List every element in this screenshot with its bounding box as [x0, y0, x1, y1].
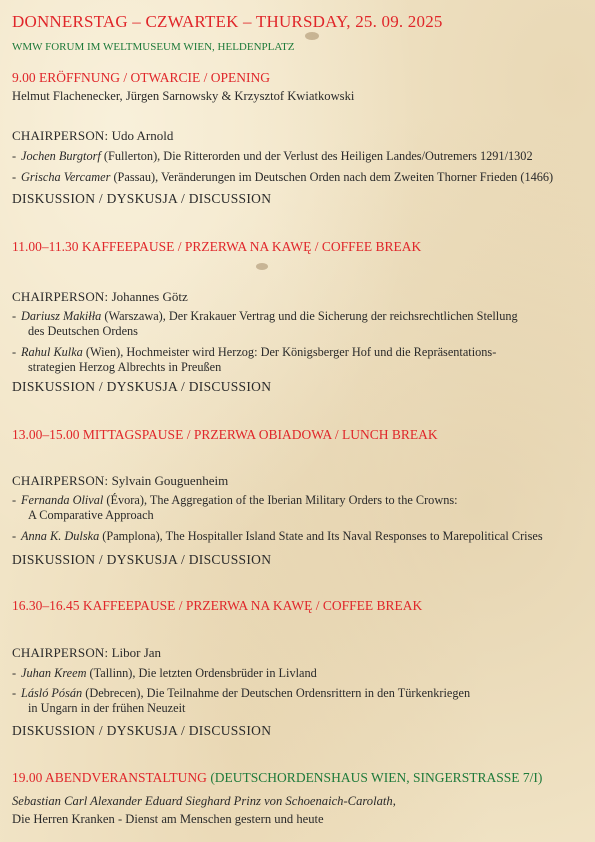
page-title: DONNERSTAG – CZWARTEK – THURSDAY, 25. 09. 2025: [12, 12, 443, 31]
speaker-name: Fernanda Olival: [21, 493, 104, 507]
chair-name: Libor Jan: [108, 645, 162, 660]
session2-discussion: DISKUSSION / DYSKUSJA / DISCUSSION: [12, 379, 272, 394]
talk-title-continued: in Ungarn in der frühen Neuzeit: [28, 701, 186, 715]
speaker-name: Grischa Vercamer: [21, 170, 111, 184]
session4-talk-2: - Lásló Pósán (Debrecen), Die Teilnahme der Deutschen Ordensrittern in den Türkenkriegen in Ungarn in der frühen Neuzeit: [12, 686, 590, 716]
opening-speakers: Helmut Flachenecker, Jürgen Sarnowsky & Krzysztof Kwiatkowski: [12, 89, 355, 103]
evening-location: (DEUTSCHORDENSHAUS WIEN, SINGERSTRASSE 7/I): [206, 770, 543, 785]
chair-label: CHAIRPERSON:: [12, 645, 109, 660]
speaker-name: Rahul Kulka: [21, 345, 83, 359]
session4-talk-1: - Juhan Kreem (Tallinn), Die letzten Ordensbrüder in Livland: [12, 666, 317, 680]
opening-heading: 9.00 ERÖFFNUNG / OTWARCIE / OPENING: [12, 70, 271, 85]
chair-label: CHAIRPERSON:: [12, 128, 109, 143]
talk-title: (Debrecen), Die Teilnahme der Deutschen Ordensrittern in den Türkenkriegen: [82, 686, 471, 700]
speaker-name: Dariusz Makiłła: [21, 309, 102, 323]
talk-title-continued: strategien Herzog Albrechts in Preußen: [28, 360, 222, 374]
session3-discussion: DISKUSSION / DYSKUSJA / DISCUSSION: [12, 552, 272, 567]
session2-talk-1: - Dariusz Makiłła (Warszawa), Der Krakauer Vertrag und die Sicherung der reichsrechtlichen Stellung des Deutschen Ordens: [12, 309, 590, 339]
chair-name: Johannes Götz: [108, 289, 188, 304]
talk-title: (Warszawa), Der Krakauer Vertrag und die Sicherung der reichsrechtlichen Stellung: [101, 309, 518, 323]
session4-discussion: DISKUSSION / DYSKUSJA / DISCUSSION: [12, 723, 272, 738]
talk-title: (Tallinn), Die letzten Ordensbrüder in Livland: [86, 666, 317, 680]
venue-line: WMW FORUM IM WELTMUSEUM WIEN, HELDENPLATZ: [12, 41, 295, 53]
chair-label: CHAIRPERSON:: [12, 473, 109, 488]
speaker-name: Jochen Burgtorf: [21, 149, 101, 163]
session2-chairperson: [12, 289, 188, 305]
speaker-name: Lásló Pósán: [21, 686, 83, 700]
session1-chairperson: [12, 128, 173, 144]
evening-talk: Die Herren Kranken - Dienst am Menschen gestern und heute: [12, 812, 324, 826]
evening-time-title: 19.00 ABENDVERANSTALTUNG: [12, 770, 207, 785]
session1-talk-1: - Jochen Burgtorf (Fullerton), Die Ritterorden und der Verlust des Heiligen Landes/Outremers 1291/1302: [12, 149, 533, 163]
talk-title-continued: A Comparative Approach: [28, 508, 154, 522]
speaker-name: Anna K. Dulska: [21, 529, 100, 543]
talk-title: (Passau), Veränderungen im Deutschen Orden nach dem Zweiten Thorner Frieden (1466): [110, 170, 554, 184]
talk-title: (Wien), Hochmeister wird Herzog: Der Königsberger Hof und die Repräsentations-: [82, 345, 497, 359]
session1-discussion: DISKUSSION / DYSKUSJA / DISCUSSION: [12, 191, 272, 206]
paper-stain: [256, 263, 268, 270]
talk-title: (Pamplona), The Hospitaller Island State and Its Naval Responses to Marepolitical Crises: [99, 529, 543, 543]
evening-heading: [12, 770, 542, 786]
talk-title: (Évora), The Aggregation of the Iberian Military Orders to the Crowns:: [103, 493, 458, 507]
evening-speaker: Sebastian Carl Alexander Eduard Sieghard Prinz von Schoenaich-Carolath,: [12, 794, 396, 808]
session1-talk-2: - Grischa Vercamer (Passau), Veränderungen im Deutschen Orden nach dem Zweiten Thorner Frieden (1466): [12, 170, 554, 184]
session4-chairperson: [12, 645, 161, 661]
talk-title-continued: des Deutschen Ordens: [28, 324, 138, 338]
session3-talk-2: - Anna K. Dulska (Pamplona), The Hospitaller Island State and Its Naval Responses to Marepolitical Crises: [12, 529, 543, 543]
chair-name: Sylvain Gouguenheim: [108, 473, 229, 488]
chair-label: CHAIRPERSON:: [12, 289, 109, 304]
talk-title: (Fullerton), Die Ritterorden und der Verlust des Heiligen Landes/Outremers 1291/1302: [100, 149, 533, 163]
speaker-name: Juhan Kreem: [21, 666, 87, 680]
coffee-break-2: 16.30–16.45 KAFFEEPAUSE / PRZERWA NA KAWĘ / COFFEE BREAK: [12, 598, 423, 613]
coffee-break-1: 11.00–11.30 KAFFEEPAUSE / PRZERWA NA KAWĘ / COFFEE BREAK: [12, 239, 422, 254]
session2-talk-2: - Rahul Kulka (Wien), Hochmeister wird Herzog: Der Königsberger Hof und die Repräsentations- strategien Herzog Albrechts in Preußen: [12, 345, 590, 375]
chair-name: Udo Arnold: [108, 128, 174, 143]
paper-stain: [305, 32, 319, 40]
speaker-name: Sebastian Carl Alexander Eduard Sieghard Prinz von Schoenaich-Carolath: [12, 794, 393, 808]
lunch-break: 13.00–15.00 MITTAGSPAUSE / PRZERWA OBIADOWA / LUNCH BREAK: [12, 427, 438, 442]
session3-chairperson: [12, 473, 228, 489]
session3-talk-1: - Fernanda Olival (Évora), The Aggregation of the Iberian Military Orders to the Crowns: A Comparative Approach: [12, 493, 590, 523]
